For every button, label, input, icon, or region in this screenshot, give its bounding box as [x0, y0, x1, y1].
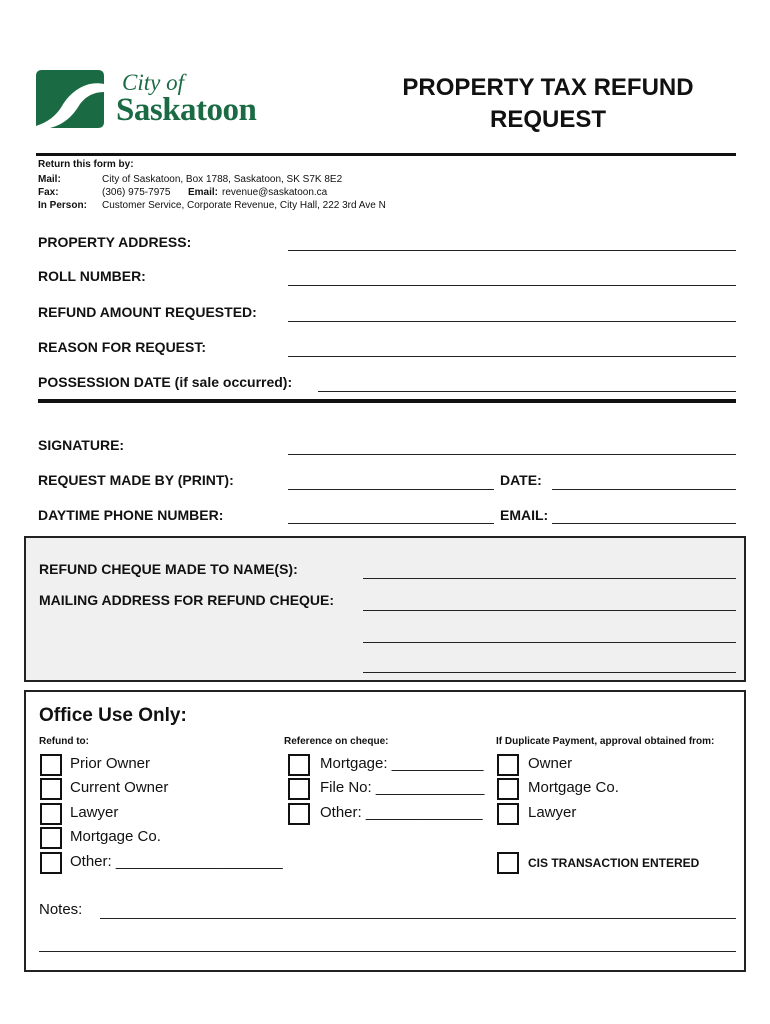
- cheque-address-field-1[interactable]: [363, 610, 736, 611]
- other-reference-checkbox[interactable]: [288, 803, 310, 825]
- refund-cheque-box: [24, 536, 746, 682]
- other-refund-option: Other: ____________________: [70, 853, 283, 870]
- date-field[interactable]: [552, 489, 736, 490]
- header-divider: [36, 153, 736, 156]
- reason-field[interactable]: [288, 356, 736, 357]
- office-use-heading: Office Use Only:: [39, 705, 187, 726]
- property-address-label: PROPERTY ADDRESS:: [38, 234, 192, 250]
- prior-owner-option: Prior Owner: [70, 755, 151, 772]
- mail-value: City of Saskatoon, Box 1788, Saskatoon, SK S7K 8E2: [102, 174, 343, 185]
- owner-approval-option: Owner: [528, 755, 573, 772]
- prior-owner-checkbox[interactable]: [40, 754, 62, 776]
- form-title-line1: PROPERTY TAX REFUND: [402, 74, 694, 101]
- in-person-value: Customer Service, Corporate Revenue, City Hall, 222 3rd Ave N: [102, 200, 386, 211]
- email-info-label: Email:: [188, 187, 219, 198]
- possession-date-label: POSSESSION DATE (if sale occurred):: [38, 374, 293, 390]
- mortgage-reference-option: Mortgage: ___________: [320, 755, 484, 772]
- current-owner-checkbox[interactable]: [40, 778, 62, 800]
- mortgage-approval-option: Mortgage Co.: [528, 779, 619, 796]
- other-reference-option: Other: ______________: [320, 804, 483, 821]
- cheque-address-label: MAILING ADDRESS FOR REFUND CHEQUE:: [39, 592, 335, 608]
- office-use-box: [24, 690, 746, 972]
- email-field[interactable]: [552, 523, 736, 524]
- lawyer-approval-checkbox[interactable]: [497, 803, 519, 825]
- lawyer-approval-option: Lawyer: [528, 804, 577, 821]
- cheque-name-field[interactable]: [363, 578, 736, 579]
- cheque-name-label: REFUND CHEQUE MADE TO NAME(S):: [39, 561, 298, 577]
- cheque-address-field-2[interactable]: [363, 642, 736, 643]
- notes-label: Notes:: [39, 901, 83, 918]
- duplicate-label: If Duplicate Payment, approval obtained from:: [496, 736, 715, 747]
- request-made-by-label: REQUEST MADE BY (PRINT):: [38, 472, 234, 488]
- cheque-address-field-3[interactable]: [363, 672, 736, 673]
- date-label: DATE:: [500, 472, 542, 488]
- reference-label: Reference on cheque:: [284, 736, 389, 747]
- logo-text-top: City of: [122, 70, 184, 95]
- property-address-field[interactable]: [288, 250, 736, 251]
- cis-transaction-label: CIS TRANSACTION ENTERED: [528, 856, 700, 870]
- form-title: [380, 72, 716, 136]
- file-no-checkbox[interactable]: [288, 778, 310, 800]
- reason-label: REASON FOR REQUEST:: [38, 339, 207, 355]
- city-logo: [36, 70, 276, 130]
- notes-field-2[interactable]: [39, 951, 736, 952]
- file-no-option: File No: _____________: [320, 779, 485, 796]
- cis-transaction-checkbox[interactable]: [497, 852, 519, 874]
- logo-text-bottom: Saskatoon: [116, 92, 257, 128]
- saskatoon-logo-icon: [36, 70, 104, 128]
- lawyer-option: Lawyer: [70, 804, 119, 821]
- owner-approval-checkbox[interactable]: [497, 754, 519, 776]
- lawyer-checkbox[interactable]: [40, 803, 62, 825]
- section-divider: [38, 399, 736, 403]
- current-owner-option: Current Owner: [70, 779, 169, 796]
- daytime-phone-field[interactable]: [288, 523, 494, 524]
- in-person-label: In Person:: [38, 200, 87, 211]
- possession-date-field[interactable]: [318, 391, 736, 392]
- mail-label: Mail:: [38, 174, 61, 185]
- signature-field[interactable]: [288, 454, 736, 455]
- fax-label: Fax:: [38, 187, 59, 198]
- refund-amount-label: REFUND AMOUNT REQUESTED:: [38, 304, 257, 320]
- daytime-phone-label: DAYTIME PHONE NUMBER:: [38, 507, 224, 523]
- roll-number-label: ROLL NUMBER:: [38, 268, 146, 284]
- email-info-value: revenue@saskatoon.ca: [222, 187, 328, 198]
- mortgage-co-checkbox[interactable]: [40, 827, 62, 849]
- other-refund-checkbox[interactable]: [40, 852, 62, 874]
- request-made-by-field[interactable]: [288, 489, 494, 490]
- email-label: EMAIL:: [500, 507, 549, 523]
- mortgage-co-option: Mortgage Co.: [70, 828, 161, 845]
- mortgage-reference-checkbox[interactable]: [288, 754, 310, 776]
- form-title-line2: REQUEST: [489, 106, 606, 133]
- signature-label: SIGNATURE:: [38, 437, 125, 453]
- mortgage-approval-checkbox[interactable]: [497, 778, 519, 800]
- fax-value: (306) 975-7975: [102, 187, 171, 198]
- refund-amount-field[interactable]: [288, 321, 736, 322]
- return-heading: Return this form by:: [38, 159, 134, 170]
- notes-field-1[interactable]: [100, 918, 736, 919]
- roll-number-field[interactable]: [288, 285, 736, 286]
- refund-to-label: Refund to:: [39, 736, 89, 747]
